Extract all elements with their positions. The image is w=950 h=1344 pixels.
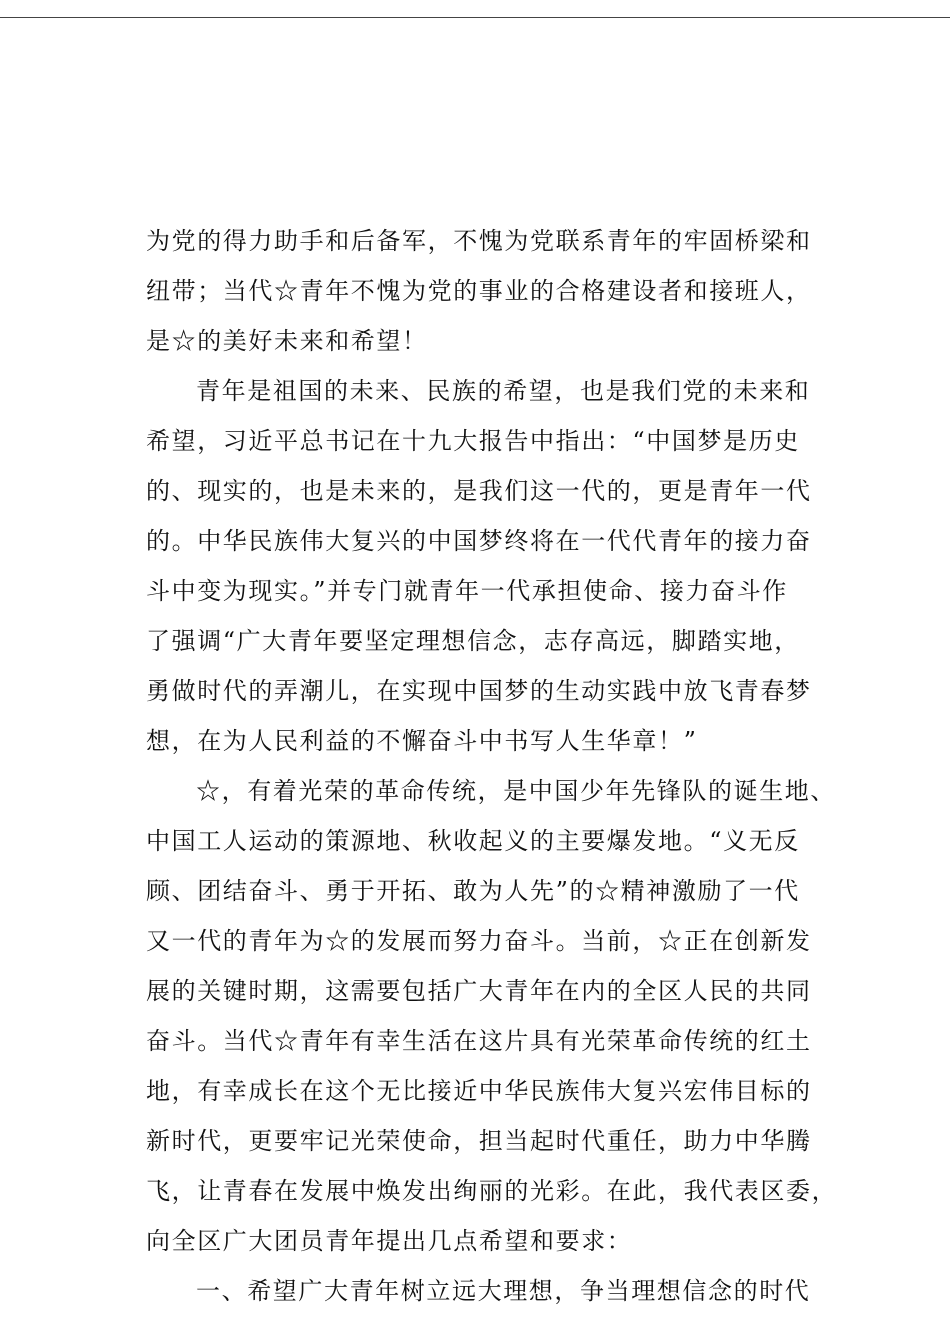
- text-line: 地，有幸成长在这个无比接近中华民族伟大复兴宏伟目标的: [146, 1077, 812, 1105]
- text-line: 又一代的青年为☆的发展而努力奋斗。当前，☆正在创新发: [146, 927, 812, 955]
- text-line: 顾、团结奋斗、勇于开拓、敢为人先”的☆精神激励了一代: [146, 877, 800, 905]
- text-line: 了强调“广大青年要坚定理想信念，志存高远，脚踏实地，: [146, 627, 800, 655]
- text-line: ☆，有着光荣的革命传统，是中国少年先锋队的诞生地、: [196, 777, 836, 805]
- text-line: 斗中变为现实。”并专门就青年一代承担使命、接力奋斗作: [146, 577, 788, 605]
- text-line: 纽带；当代☆青年不愧为党的事业的合格建设者和接班人，: [146, 277, 812, 305]
- text-line: 向全区广大团员青年提出几点希望和要求：: [146, 1227, 633, 1255]
- text-line: 展的关键时期，这需要包括广大青年在内的全区人民的共同: [146, 977, 812, 1005]
- text-line: 想，在为人民利益的不懈奋斗中书写人生华章！”: [146, 727, 698, 755]
- text-line: 一、希望广大青年树立远大理想，争当理想信念的时代: [196, 1277, 811, 1305]
- text-line: 的。中华民族伟大复兴的中国梦终将在一代代青年的接力奋: [146, 527, 812, 555]
- text-line: 勇做时代的弄潮儿，在实现中国梦的生动实践中放飞青春梦: [146, 677, 812, 705]
- text-line: 中国工人运动的策源地、秋收起义的主要爆发地。“义无反: [146, 827, 800, 855]
- text-line: 奋斗。当代☆青年有幸生活在这片具有光荣革命传统的红土: [146, 1027, 812, 1055]
- text-line: 是☆的美好未来和希望！: [146, 327, 428, 355]
- text-line: 青年是祖国的未来、民族的希望，也是我们党的未来和: [196, 377, 811, 405]
- text-line: 的、现实的，也是未来的，是我们这一代的，更是青年一代: [146, 477, 812, 505]
- text-line: 为党的得力助手和后备军，不愧为党联系青年的牢固桥梁和: [146, 227, 812, 255]
- text-line: 飞，让青春在发展中焕发出绚丽的光彩。在此，我代表区委，: [146, 1177, 838, 1205]
- text-line: 新时代，更要牢记光荣使命，担当起时代重任，助力中华腾: [146, 1127, 812, 1155]
- text-line: 希望，习近平总书记在十九大报告中指出：“中国梦是历史: [146, 427, 800, 455]
